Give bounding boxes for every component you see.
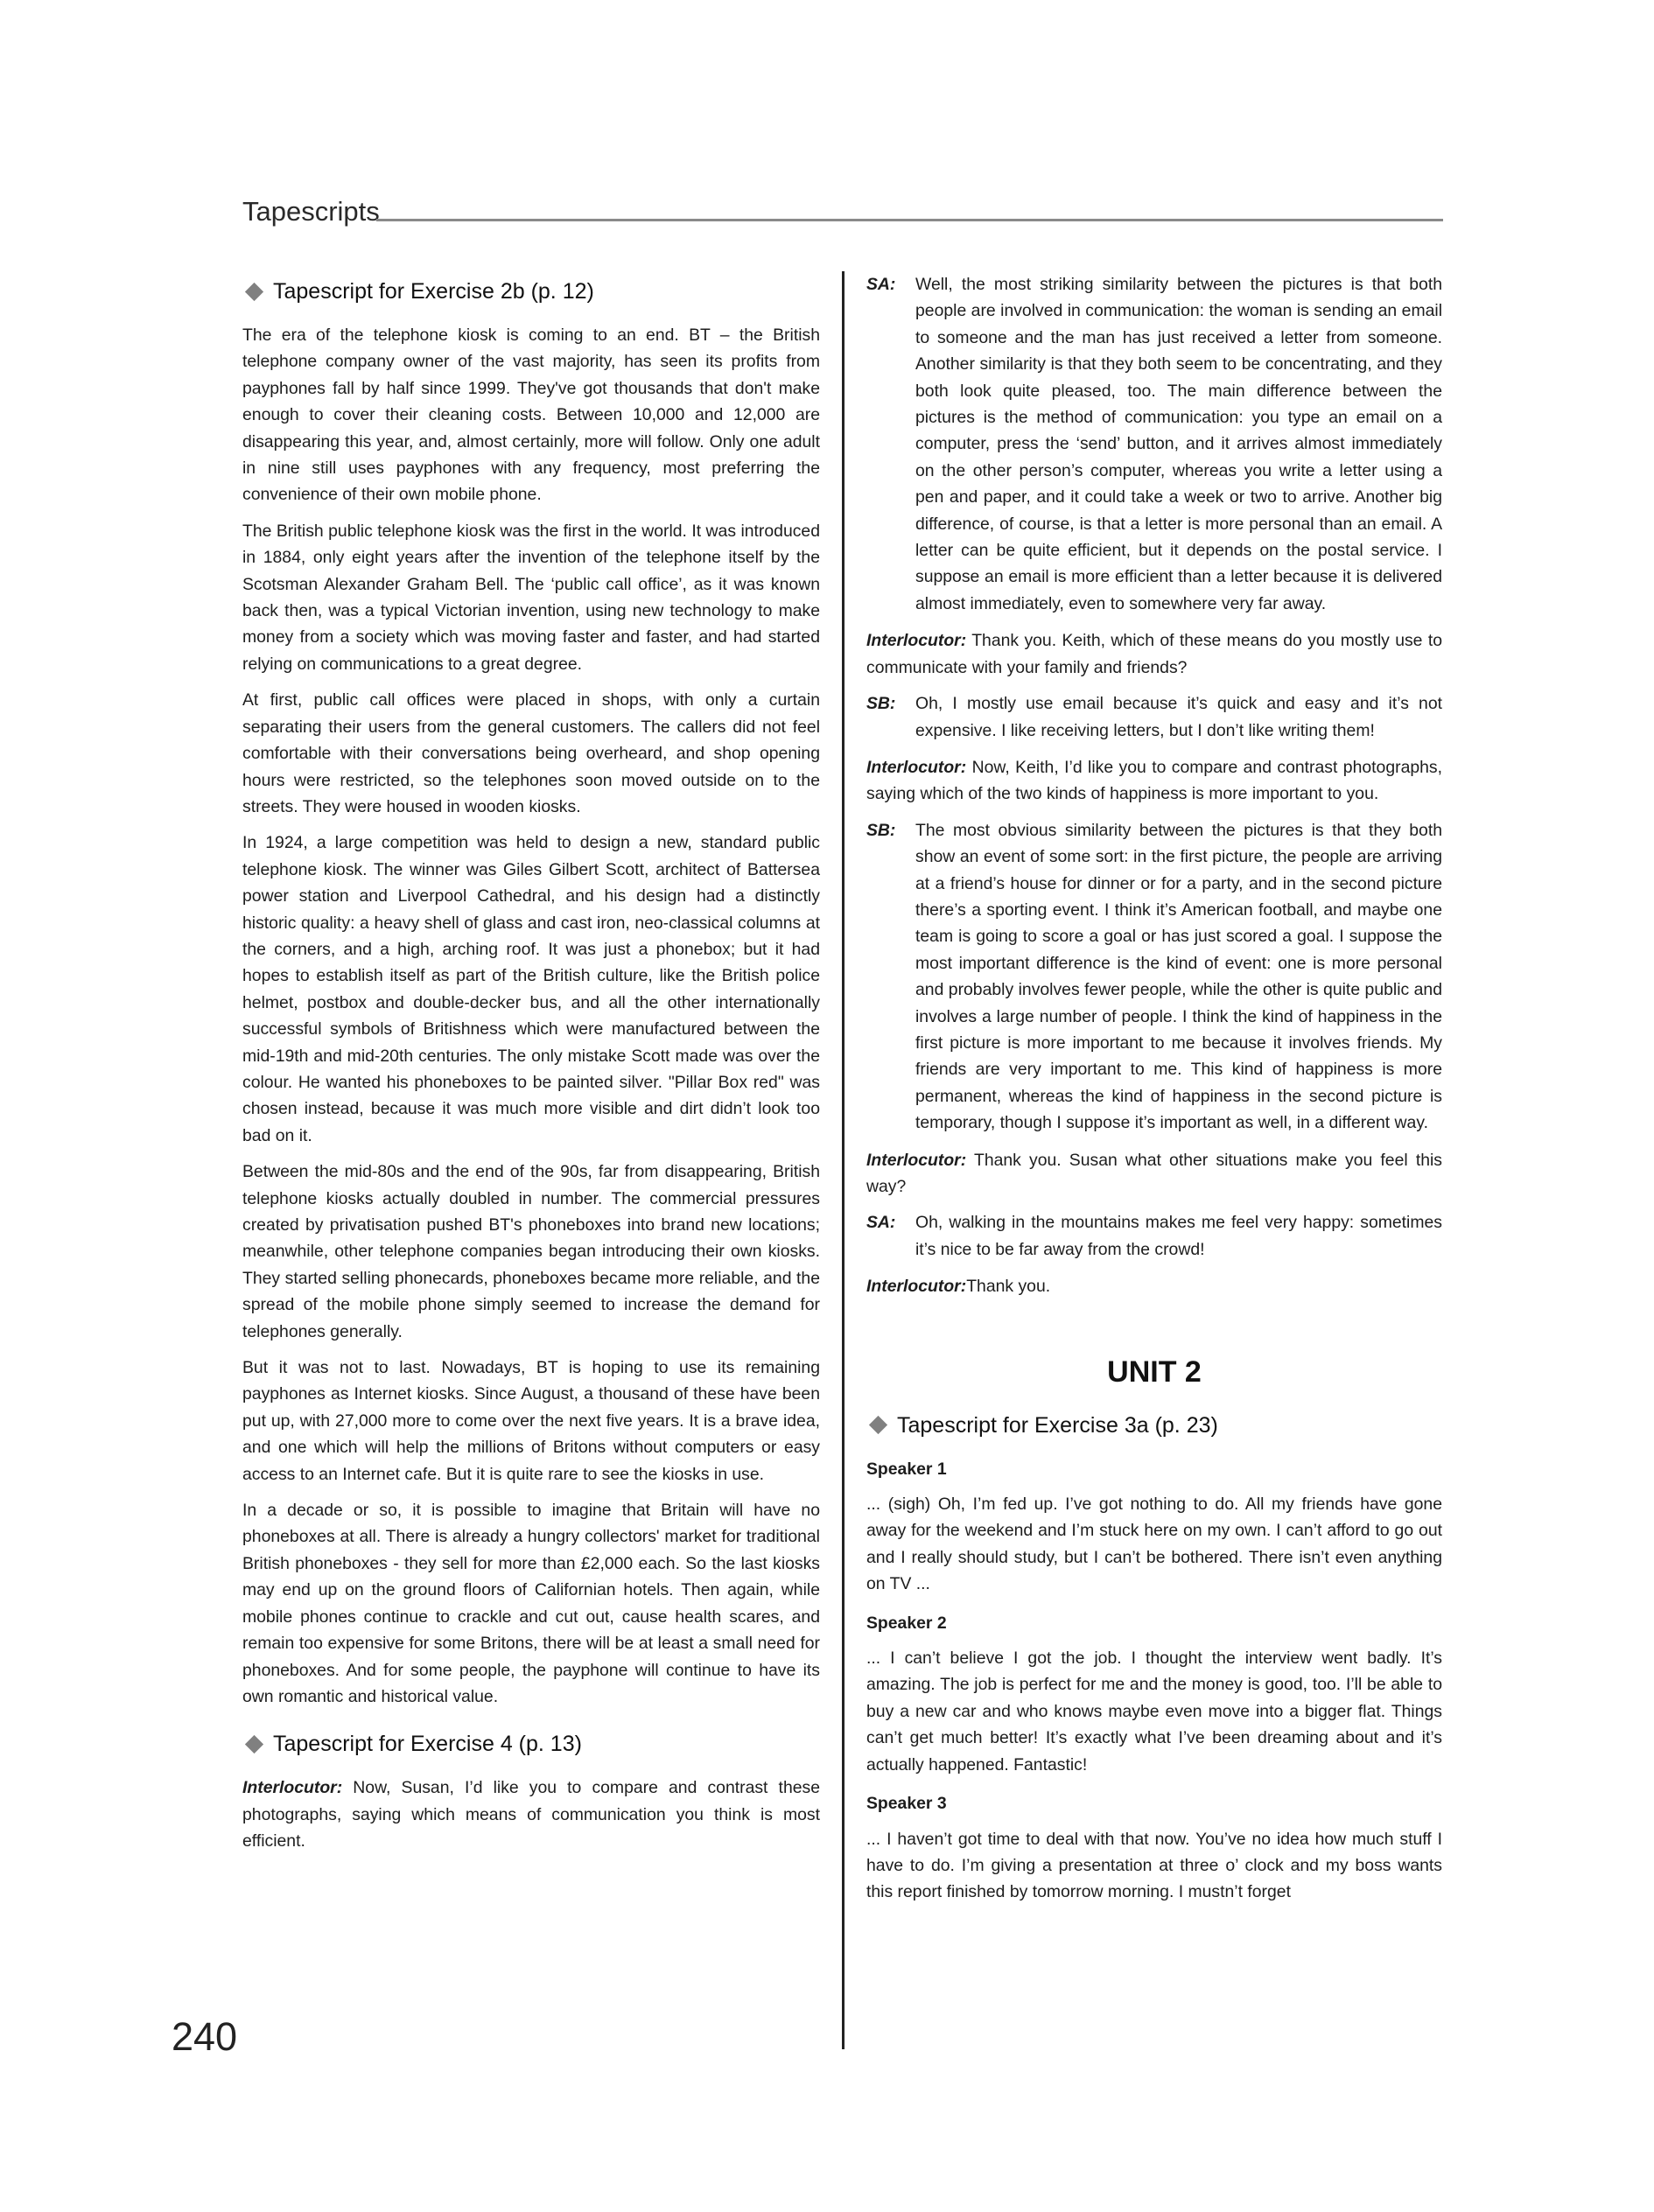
speaker-label: SA:	[866, 1213, 896, 1233]
speaker-monologue: ... (sigh) Oh, I’m fed up. I’ve got nothing to do. All my friends have gone away for the weekend and I’m stuck here on my own. I can’t afford to go out and I really should study, but I can’t be bothered. There isn’t even anything on TV ...	[866, 1494, 1442, 1594]
interlocutor-text: Thank you. Keith, which of these means do you mostly use to communicate with your family and friends?	[866, 631, 1442, 677]
exercise-3a-heading	[866, 1410, 1442, 1440]
interlocutor-label: Interlocutor:	[866, 757, 967, 777]
exercise-3a-heading-text: Tapescript for Exercise 3a (p. 23)	[897, 1412, 1218, 1438]
dialogue-turn-sa	[866, 1209, 1442, 1263]
speaker-label: SA:	[866, 275, 896, 294]
interlocutor-label: Interlocutor:	[866, 1150, 967, 1170]
header-rule	[376, 219, 1443, 221]
header-title: Tapescripts	[242, 196, 380, 227]
interlocutor-turn	[242, 1774, 820, 1854]
paragraph: The era of the telephone kiosk is coming to an end. BT – the British telephone company owner of the vast majority, has seen its profits from payphones fall by half since 1999. They've got thousands that don't make enough to cover their cleaning costs. Between 10,000 and 12,000 are disappearing this year, and, almost certainly, more will follow. Only one adult in nine still uses payphones with any frequency, most preferring the convenience of their own mobile phone.	[242, 326, 820, 505]
paragraph: In a decade or so, it is possible to imagine that Britain will have no phoneboxes at all. There is already a hungry collectors' market for traditional British phoneboxes - they sell for more than £2,000 each. So the last kiosks may end up on the ground floors of Californian hotels. Then again, while mobile phones continue to crackle and cut out, cause health scares, and remain too expensive for some Britons, there will be at least a small need for phoneboxes. And for some people, the payphone will continue to have its own romantic and historical value.	[242, 1501, 820, 1706]
dialogue-turn-sb	[866, 690, 1442, 744]
paragraph: The British public telephone kiosk was the first in the world. It was introduced in 1884, only eight years after the invention of the telephone itself by the Scotsman Alexander Graham Bell. The ‘public call office’, as it was known back then, was a typical Victorian invention, using new technology to make money from a society which was moving faster and faster, and had started relying on communications to a great degree.	[242, 521, 820, 674]
exercise-2b-heading-text: Tapescript for Exercise 2b (p. 12)	[273, 279, 594, 304]
interlocutor-label: Interlocutor:	[242, 1778, 343, 1798]
column-divider	[842, 271, 845, 2049]
interlocutor-label: Interlocutor:	[866, 631, 967, 651]
dialogue-turn-sb	[866, 817, 1442, 1137]
speaker-label: SB:	[866, 694, 896, 714]
speaker-label: SB:	[866, 820, 896, 840]
speaker-monologue: ... I can’t believe I got the job. I thought the interview went badly. It’s amazing. The job is perfect for me and the money is good, too. I’ll be able to buy a new car and who knows maybe even move into a bigger flat. Things can’t get much better! It’s exactly what I’ve been dreaming about and it’s actually happened. Fantastic!	[866, 1648, 1442, 1774]
page-header	[242, 198, 1443, 226]
exercise-4-heading	[242, 1729, 820, 1759]
unit-title: UNIT 2	[1107, 1354, 1202, 1389]
paragraph: But it was not to last. Nowadays, BT is hoping to use its remaining payphones as Internet kiosks. Since August, a thousand of these have been put up, with 27,000 more to come over the next five years. It is a brave idea, and one which will help the millions of Britons without computers or easy access to an Internet cafe. But it is quite rare to see the kiosks in use.	[242, 1358, 820, 1484]
interlocutor-turn	[866, 1273, 1442, 1299]
speaker-text: Oh, walking in the mountains makes me feel very happy: sometimes it’s nice to be far away from the crowd!	[915, 1213, 1442, 1259]
speaker-heading: Speaker 1	[866, 1459, 947, 1479]
diamond-bullet-icon	[869, 1416, 887, 1434]
interlocutor-turn	[866, 754, 1442, 808]
interlocutor-text: Now, Keith, I’d like you to compare and contrast photographs, saying which of the two kinds of happiness is more important to you.	[866, 757, 1442, 804]
page-number: 240	[172, 2014, 238, 2059]
speaker-text: The most obvious similarity between the pictures is that they both show an event of some sort: in the first picture, the people are arriving at a friend’s house for dinner or for a party, and in the second picture there’s a sporting event. I think it’s American football, and maybe one team is going to score a goal or has just scored a goal. I suppose the most important difference is the kind of event: one is more personal and probably involves fewer people, while the other is quite public and involves a large number of people. I think the kind of happiness in the first picture is more important to me because it involves friends. My friends are very important to me. This kind of happiness is more permanent, whereas the kind of happiness in the second picture is temporary, though I suppose it’s important as well, in a different way.	[915, 820, 1442, 1133]
exercise-2b-heading	[242, 276, 820, 306]
interlocutor-text: Thank you.	[966, 1277, 1051, 1297]
right-column	[866, 271, 1442, 1915]
left-column	[242, 276, 820, 1865]
speaker-heading: Speaker 3	[866, 1794, 947, 1814]
speaker-monologue: ... I haven’t got time to deal with that now. You’ve no idea how much stuff I have to do. I’m giving a presentation at three o’ clock and my boss wants this report finished by tomorrow morning. I mustn’t forget	[866, 1829, 1442, 1902]
exercise-4-heading-text: Tapescript for Exercise 4 (p. 13)	[273, 1732, 582, 1757]
paragraph: In 1924, a large competition was held to design a new, standard public telephone kiosk. The winner was Giles Gilbert Scott, architect of Battersea power station and Liverpool Cathedral, and his design had a distinctly historic quality: a heavy shell of glass and cast iron, neo-classical columns at the corners, and a high, arching roof. It was just a phonebox; but it had hopes to establish itself as part of the British culture, like the British police helmet, postbox and double-decker bus, and all the other internationally successful symbols of Britishness which were manufactured between the mid-19th and mid-20th centuries. The only mistake Scott made was over the colour. He wanted his phoneboxes to be painted silver. "Pillar Box red" was chosen instead, because it was much more visible and dirt didn’t look too bad on it.	[242, 833, 820, 1145]
interlocutor-label: Interlocutor:	[866, 1277, 967, 1297]
interlocutor-text: Thank you. Susan what other situations make you feel this way?	[866, 1150, 1442, 1196]
paragraph: Between the mid-80s and the end of the 90s, far from disappearing, British telephone kiosks actually doubled in number. The commercial pressures created by privatisation pushed BT's phoneboxes into brand new locations; meanwhile, other telephone companies began introducing their own kiosks. They started selling phonecards, phoneboxes became more reliable, and the spread of the mobile phone simply seemed to increase the demand for telephones generally.	[242, 1162, 820, 1341]
speaker-text: Oh, I mostly use email because it’s quick and easy and it’s not expensive. I like receiving letters, but I don’t like writing them!	[915, 694, 1442, 740]
interlocutor-turn	[866, 1147, 1442, 1200]
paragraph: At first, public call offices were placed in shops, with only a curtain separating their users from the general customers. The callers did not feel comfortable with their conversations being overheard, and shop opening hours were restricted, so the telephones soon moved outside on to the streets. They were housed in wooden kiosks.	[242, 690, 820, 816]
diamond-bullet-icon	[245, 1735, 263, 1754]
dialogue-turn-sa	[866, 271, 1442, 617]
speaker-text: Well, the most striking similarity between the pictures is that both people are involved in communication: the woman is sending an email to someone and the man has just received a letter from someone. Another similarity is that they both seem to be concentrating, and they both look quite pleased, too. The main difference between the pictures is the method of communication: you type an email on a computer, press the ‘send’ button, and it arrives almost immediately on the other person’s computer, whereas you write a letter using a pen and paper, and it could take a week or two to arrive. Another big difference, of course, is that a letter is more personal than an email. A letter can be quite efficient, but it depends on the postal service. I suppose an email is more efficient than a letter because it is delivered almost immediately, even to somewhere very far away.	[915, 275, 1442, 613]
interlocutor-turn	[866, 627, 1442, 681]
diamond-bullet-icon	[245, 282, 263, 300]
interlocutor-text: Now, Susan, I’d like you to compare and contrast these photographs, saying which means of communication you think is most efficient.	[242, 1778, 820, 1852]
speaker-heading: Speaker 2	[866, 1613, 947, 1633]
